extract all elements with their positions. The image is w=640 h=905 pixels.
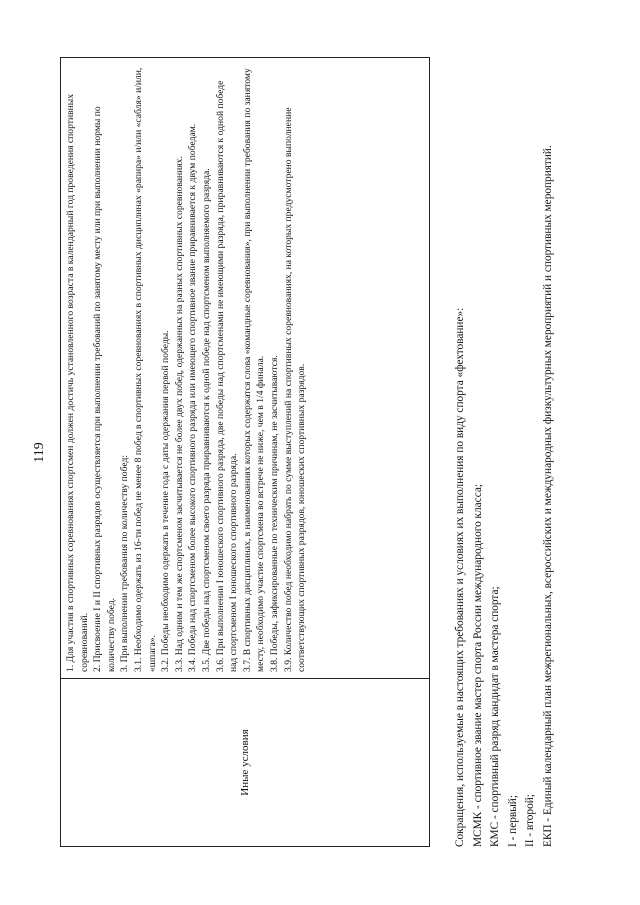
condition-item: 3.2. Победы необходимо одержать в течение года с даты одержания первой победы. <box>160 330 172 672</box>
abbreviation-line: Сокращения, используемые в настоящих требованиях и условиях их выполнения по виду спорта «фехтование»: <box>454 307 466 847</box>
condition-item: 3.3. Над одним и тем же спортсменом засчитывается не более двух побед, одержанных на разных спортивных соревнованиях. <box>173 156 185 672</box>
condition-item: 3.5. Две победы над спортсменом своего разряда приравниваются к одной победе над спортсменом выполняемого разряда. <box>200 168 212 672</box>
abbreviation-line: МСМК - спортивное звание мастер спорта России международного класса; <box>471 484 484 847</box>
condition-item: 3.9. Количество побед необходимо набрать по сумме выступлений на спортивных соревнованиях, на которых предусмотрено выполнение соответствующих спортивных разрядов, юношеских спортивных разрядов. <box>282 107 308 672</box>
abbreviation-line: II - второй; <box>524 794 536 847</box>
page-number: 119 <box>32 442 47 463</box>
condition-item: 3. При выполнении требования по количеству побед: <box>119 454 131 672</box>
requirements-table <box>60 57 430 847</box>
condition-item: 3.7. В спортивных дисциплинах, в наименованиях которых содержатся слова «командные соревнования», при выполнении требования по занятому месту, необходимо участие спортсмена во встрече не ниже, чем в 1/4 финала. <box>241 68 267 672</box>
condition-item: 2. Присвоение I и II спортивных разрядов осуществляется при выполнении требований по занятому месту или при выполнении нормы по количеству побед. <box>92 106 117 672</box>
abbreviation-line: КМС - спортивный разряд кандидат в мастера спорта; <box>489 586 501 847</box>
abbreviation-line: I - первый; <box>506 795 519 847</box>
table-label-cell <box>61 678 429 846</box>
condition-item: 3.8. Победы, зафиксированные по техническим причинам, не засчитываются. <box>268 355 280 672</box>
condition-item: 3.6. При выполнении I юношеского спортивного разряда, две победы над спортсменами не имеющими разряда, приравниваются к одной победе над спортсменом I юношеского спортивного разряда. <box>214 80 240 672</box>
condition-item: 1. Для участия в спортивных соревнованиях спортсмен должен достичь установленного возраста в календарный год проведения спортивных соревнований. <box>65 93 90 672</box>
abbreviation-line: ЕКП - Единый календарный план межрегиональных, всероссийских и международных физкультурных мероприятий и спортивных мероприятий. <box>541 145 554 847</box>
abbreviations-block <box>452 37 557 847</box>
table-content-cell <box>61 58 429 678</box>
condition-item: 3.4. Победа над спортсменом более высокого спортивного разряда или имеющего спортивное звание приравнивается к двум победам. <box>187 123 199 672</box>
condition-item: 3.1. Необходимо одержать из 16-ти побед не менее 8 побед в спортивных соревнованиях в спортивных дисциплинах «рапира» и/или «сабля» и/или, «шпага». <box>132 67 158 672</box>
table-label: Иные условия <box>239 729 251 796</box>
